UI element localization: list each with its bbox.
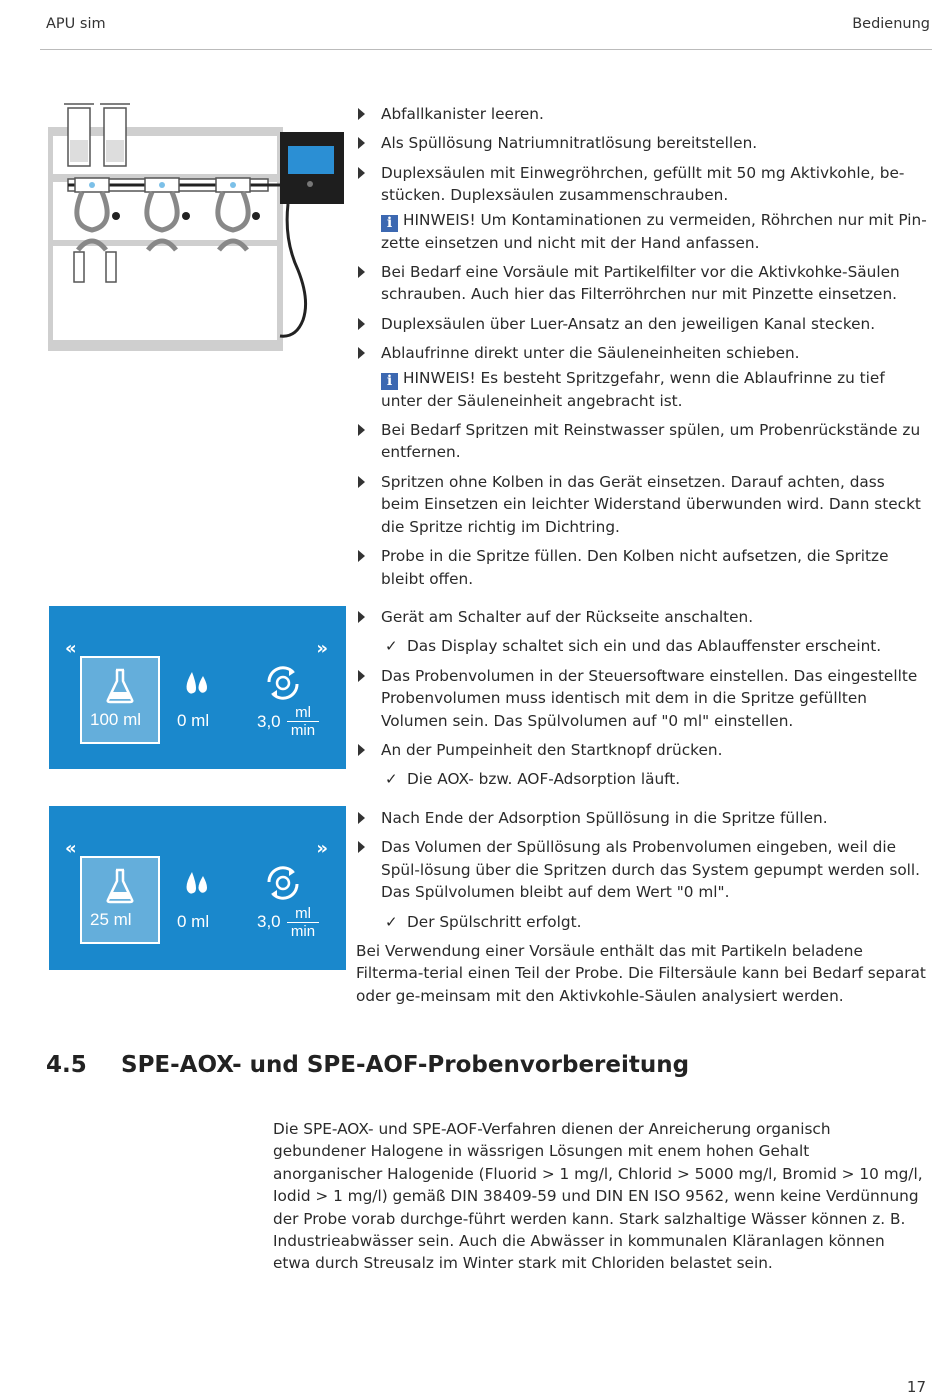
step-5: Duplexsäulen über Luer-Ansatz an den jeweiligen Kanal stecken. (357, 313, 927, 335)
next-arrow-icon[interactable]: » (316, 838, 328, 859)
step-1: Abfallkanister leeren. (357, 103, 927, 125)
bullet-arrow-icon (358, 476, 365, 488)
section-body-paragraph: Die SPE-AOX- und SPE-AOF-Verfahren dienen der Anreicherung organisch gebundener Halogene in wässrigen Lösungen mit enem hohen Gehalt anorganischer Halogenide (Fluorid > 1 mg/l, Chlorid > 5000 mg/l, Bromid > 10 mg/l, Iodid > 1 mg/l) gemäß DIN 38409-59 und DIN EN ISO 9562, wenn keine Verdünnung der Probe vorab durchge-führt werden kann. Stark salzhaltige Wässer können z. B. Industrieabwässer sein. Auch die Abwässer in kommunalen Kläranlagen können etwa durch Streusalz im Winter stark mit Chloriden belastet sein. (273, 1120, 923, 1273)
instruction-column-2 (357, 606, 927, 798)
flow-rate-value: 3,0 (257, 712, 281, 731)
instruction-column (357, 103, 927, 597)
header-chapter: Bedienung (852, 16, 930, 32)
bullet-arrow-icon (358, 812, 365, 824)
rinse-volume-value: 0 ml (177, 912, 210, 931)
instruction-column-3 (357, 807, 927, 1007)
bullet-arrow-icon (358, 137, 365, 149)
section-title: SPE-AOX- und SPE-AOF-Probenvorbereitung (121, 1052, 690, 1078)
bullet-arrow-icon (358, 108, 365, 120)
step-2: Als Spüllösung Natriumnitratlösung bereitstellen. (357, 132, 927, 154)
step-7: Bei Bedarf Spritzen mit Reinstwasser spülen, um Probenrückstände zu entfernen. (357, 419, 927, 464)
info-icon: i (381, 373, 398, 390)
step-6: Ablaufrinne direkt unter die Säuleneinheiten schieben. i HINWEIS! Es besteht Spritzgefahr, wenn die Ablaufrinne zu tief unter der Säuleneinheit angebracht ist. (357, 342, 927, 412)
flow-unit: ml min (287, 704, 319, 740)
step-12: An der Pumpeinheit den Startknopf drücken. (357, 739, 927, 761)
display-panel-2 (49, 806, 346, 970)
step-8: Spritzen ohne Kolben in das Gerät einsetzen. Darauf achten, dass beim Einsetzen ein leichter Widerstand überwunden wird. Dann steckt die Spritze richtig im Dichtring. (357, 471, 927, 538)
bullet-arrow-icon (358, 266, 365, 278)
result-2: ✓ Die AOX- bzw. AOF-Adsorption läuft. (357, 768, 927, 790)
bullet-arrow-icon (358, 550, 365, 562)
pump-flow-icon (263, 666, 303, 700)
drops-icon (183, 668, 213, 698)
bullet-arrow-icon (358, 670, 365, 682)
note-hinweis-2: i HINWEIS! Es besteht Spritzgefahr, wenn die Ablaufrinne zu tief unter der Säuleneinheit angebracht ist. (381, 368, 885, 410)
pump-flow-icon (263, 866, 303, 900)
header-divider (40, 49, 932, 50)
info-icon: i (381, 215, 398, 232)
next-arrow-icon[interactable]: » (316, 638, 328, 659)
result-3: ✓ Der Spülschritt erfolgt. (357, 911, 927, 933)
step-9: Probe in die Spritze füllen. Den Kolben nicht aufsetzen, die Spritze bleibt offen. (357, 545, 927, 590)
check-icon: ✓ (385, 770, 398, 789)
step-14: Das Volumen der Spüllösung als Probenvolumen eingeben, weil die Spül-lösung über die Spritzen durch das System gepumpt werden soll. Das Spülvolumen bleibt auf dem Wert "0 ml". (357, 836, 927, 903)
flow-unit: ml min (287, 905, 319, 941)
step-3: Duplexsäulen mit Einwegröhrchen, gefüllt mit 50 mg Aktivkohle, be-stücken. Duplexsäulen zusammenschrauben. i HINWEIS! Um Kontaminationen zu vermeiden, Röhrchen nur mit Pin-zette einsetzen und nicht mit der Hand anfassen. (357, 162, 927, 254)
sample-volume-value: 25 ml (90, 910, 132, 929)
rinse-volume-value: 0 ml (177, 711, 210, 730)
display-panel-1 (49, 606, 346, 769)
header-doc-title: APU sim (46, 16, 106, 32)
check-icon: ✓ (385, 912, 398, 931)
check-icon: ✓ (385, 637, 398, 656)
bullet-arrow-icon (358, 424, 365, 436)
bullet-arrow-icon (358, 841, 365, 853)
note-hinweis-1: i HINWEIS! Um Kontaminationen zu vermeiden, Röhrchen nur mit Pin-zette einsetzen und nicht mit der Hand anfassen. (381, 210, 927, 252)
prev-arrow-icon[interactable]: « (65, 638, 77, 659)
sample-volume-value: 100 ml (90, 710, 142, 729)
drops-icon (183, 868, 213, 898)
section-number: 4.5 (46, 1052, 87, 1078)
page-number: 17 (906, 1378, 926, 1396)
bullet-arrow-icon (358, 318, 365, 330)
bullet-arrow-icon (358, 744, 365, 756)
step-4: Bei Bedarf eine Vorsäule mit Partikelfilter vor die Aktivkohke-Säulen schrauben. Auch hier das Filterröhrchen nur mit Pinzette einsetzen. (357, 261, 927, 306)
bullet-arrow-icon (358, 347, 365, 359)
device-illustration (48, 100, 348, 352)
result-1: ✓ Das Display schaltet sich ein und das Ablauffenster erscheint. (357, 635, 927, 657)
step-13: Nach Ende der Adsorption Spüllösung in die Spritze füllen. (357, 807, 927, 829)
bullet-arrow-icon (358, 167, 365, 179)
sample-volume-box[interactable] (80, 856, 160, 944)
bullet-arrow-icon (358, 611, 365, 623)
flask-icon (106, 668, 134, 704)
sample-volume-box[interactable] (80, 656, 160, 744)
step-10: Gerät am Schalter auf der Rückseite anschalten. (357, 606, 927, 628)
step-11: Das Probenvolumen in der Steuersoftware einstellen. Das eingestellte Probenvolumen muss identisch mit dem in die Spritze gefüllten Volumen sein. Das Spülvolumen auf "0 ml" einstellen. (357, 665, 927, 732)
flask-icon (106, 868, 134, 904)
filter-note-paragraph: Bei Verwendung einer Vorsäule enthält das mit Partikeln beladene Filterma-terial einen Teil der Probe. Die Filtersäule kann bei Bedarf separat oder ge-meinsam mit den Aktivkohle-Säulen analysiert werden. (356, 942, 926, 1005)
flow-rate-value: 3,0 (257, 912, 281, 931)
prev-arrow-icon[interactable]: « (65, 838, 77, 859)
